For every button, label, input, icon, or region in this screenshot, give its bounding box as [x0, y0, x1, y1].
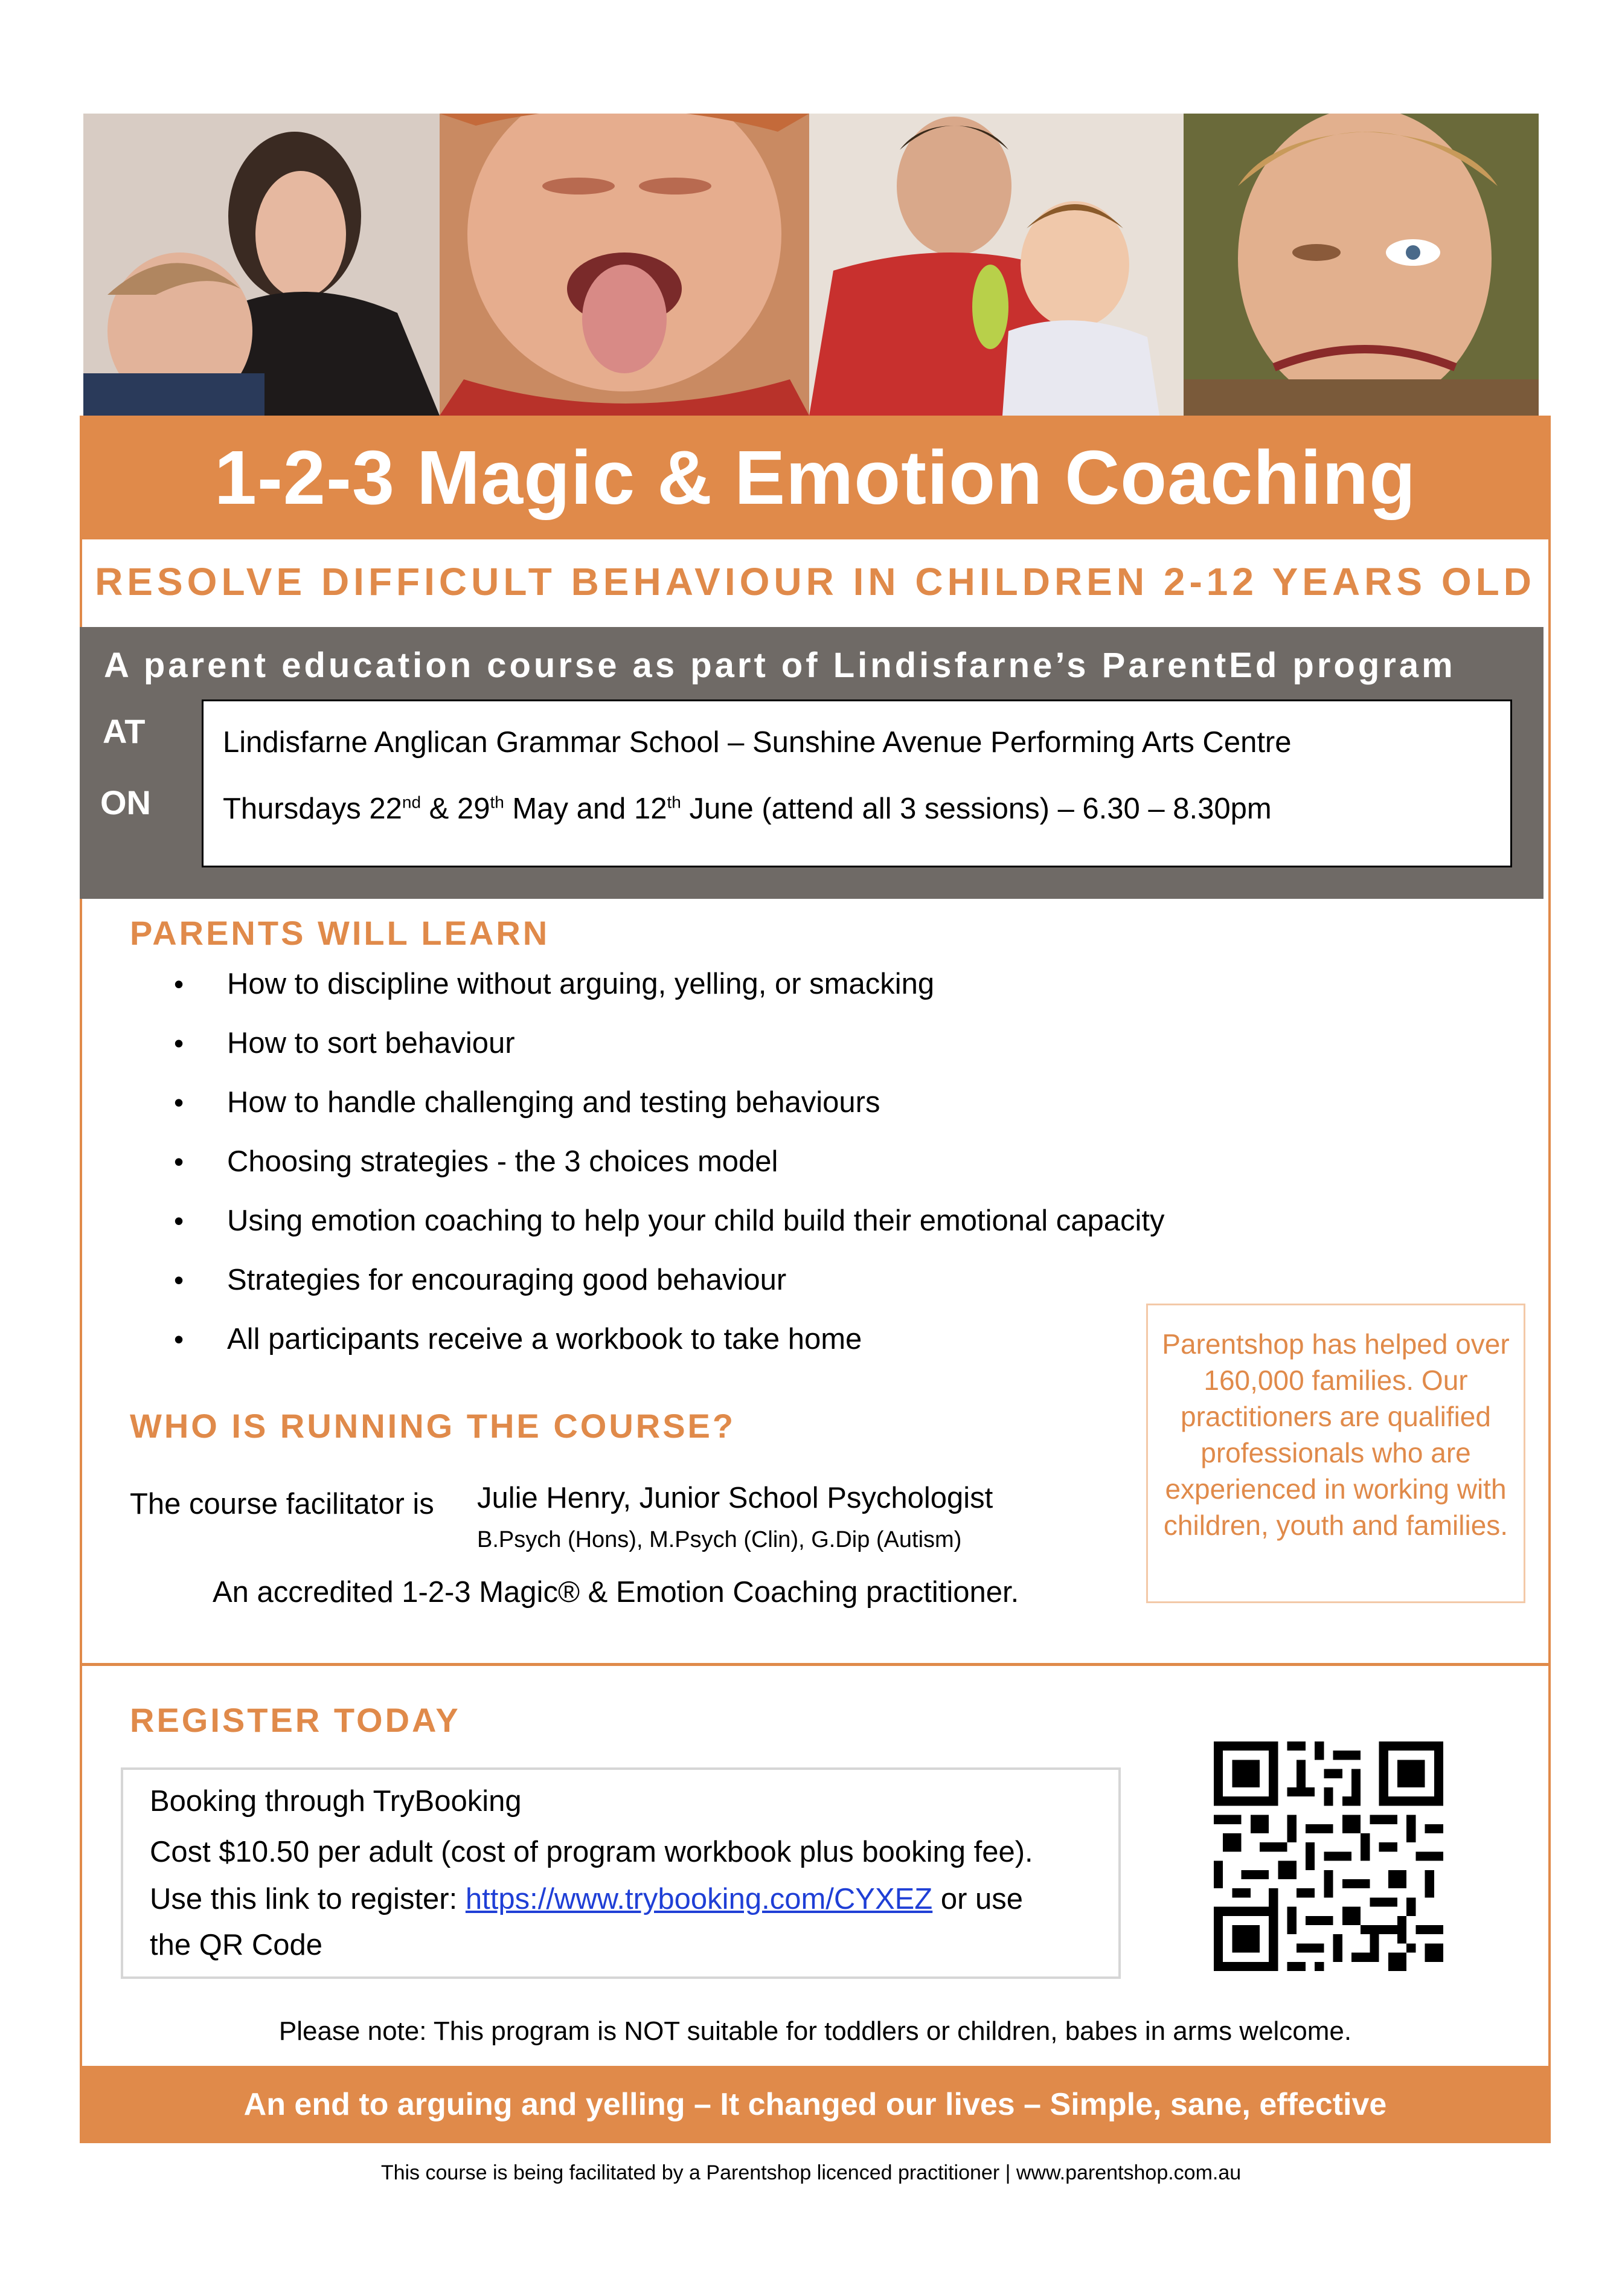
at-label: AT [103, 712, 146, 750]
on-label: ON [100, 783, 151, 822]
date-suffix-sup: th [667, 793, 681, 812]
list-item: • All participants receive a workbook to take home [174, 1310, 1165, 1369]
title-band [80, 416, 1551, 539]
list-item: • How to sort behaviour [174, 1014, 1165, 1073]
footer-text: This course is being facilitated by a Parentshop licenced practitioner | www.parentshop.com.au [380, 2161, 1242, 2184]
list-item: • Using emotion coaching to help your child build their emotional capacity [174, 1191, 1165, 1250]
tagline-band [80, 2066, 1551, 2143]
qr-code[interactable] [1214, 1741, 1443, 1971]
venue-date-box [202, 699, 1512, 867]
page-title: 1-2-3 Magic & Emotion Coaching [214, 435, 1417, 520]
boy-squinting-photo [1184, 114, 1539, 416]
booking-box [121, 1767, 1121, 1979]
dates-text [223, 792, 1272, 826]
subtitle: RESOLVE DIFFICULT BEHAVIOUR IN CHILDREN 2-12 YEARS OLD [95, 560, 1536, 603]
intro-text: A parent education course as part of Lindisfarne’s ParentEd program [104, 646, 1456, 685]
date-part: May and 12 [504, 793, 667, 825]
facilitator-label: The course facilitator is [130, 1488, 434, 1520]
parentshop-callout: Parentshop has helped over 160,000 families. Our practitioners are qualified professionals who are experienced in working with children, youth and families. [1146, 1304, 1525, 1603]
venue-text: Lindisfarne Anglican Grammar School – Sunshine Avenue Performing Arts Centre [223, 726, 1292, 759]
qr-code-line: the QR Code [150, 1929, 322, 1961]
list-item: • How to discipline without arguing, yelling, or smacking [174, 954, 1165, 1014]
course-details-panel [80, 627, 1543, 899]
register-link-line [150, 1882, 1023, 1916]
facilitator-name: Julie Henry, Junior School Psychologist [477, 1482, 993, 1514]
list-item: • How to handle challenging and testing behaviours [174, 1073, 1165, 1132]
child-tongue-out-photo [440, 114, 809, 416]
father-and-toddler-photo [809, 114, 1184, 416]
suitability-note: Please note: This program is NOT suitable for toddlers or children, babes in arms welcome. [278, 2016, 1352, 2046]
tagline-text: An end to arguing and yelling – It changed our lives – Simple, sane, effective [243, 2087, 1387, 2122]
list-item: • Strategies for encouraging good behaviour [174, 1250, 1165, 1310]
register-heading: REGISTER TODAY [130, 1701, 461, 1739]
accreditation-text: An accredited 1-2-3 Magic® & Emotion Coaching practitioner. [213, 1576, 1019, 1609]
date-part: June (attend all 3 sessions) – 6.30 – 8.30pm [681, 793, 1272, 825]
list-item: • Choosing strategies - the 3 choices model [174, 1132, 1165, 1191]
mother-and-child-photo [83, 114, 440, 416]
link-suffix: or use [932, 1883, 1024, 1915]
date-suffix-sup: nd [402, 793, 422, 812]
cost-line: Cost $10.50 per adult (cost of program workbook plus booking fee). [150, 1836, 1033, 1868]
section-divider [80, 1663, 1551, 1666]
learn-list [174, 954, 1165, 1369]
learn-heading: PARENTS WILL LEARN [130, 914, 550, 952]
trybooking-link[interactable]: https://www.trybooking.com/CYXEZ [465, 1883, 933, 1915]
facilitator-credentials: B.Psych (Hons), M.Psych (Clin), G.Dip (Autism) [477, 1527, 962, 1552]
link-prefix: Use this link to register: [150, 1883, 466, 1915]
date-suffix-sup: th [490, 793, 504, 812]
running-heading: WHO IS RUNNING THE COURSE? [130, 1407, 736, 1445]
booking-line: Booking through TryBooking [150, 1785, 522, 1818]
date-part: Thursdays 22 [223, 793, 402, 825]
date-part: & 29 [421, 793, 490, 825]
